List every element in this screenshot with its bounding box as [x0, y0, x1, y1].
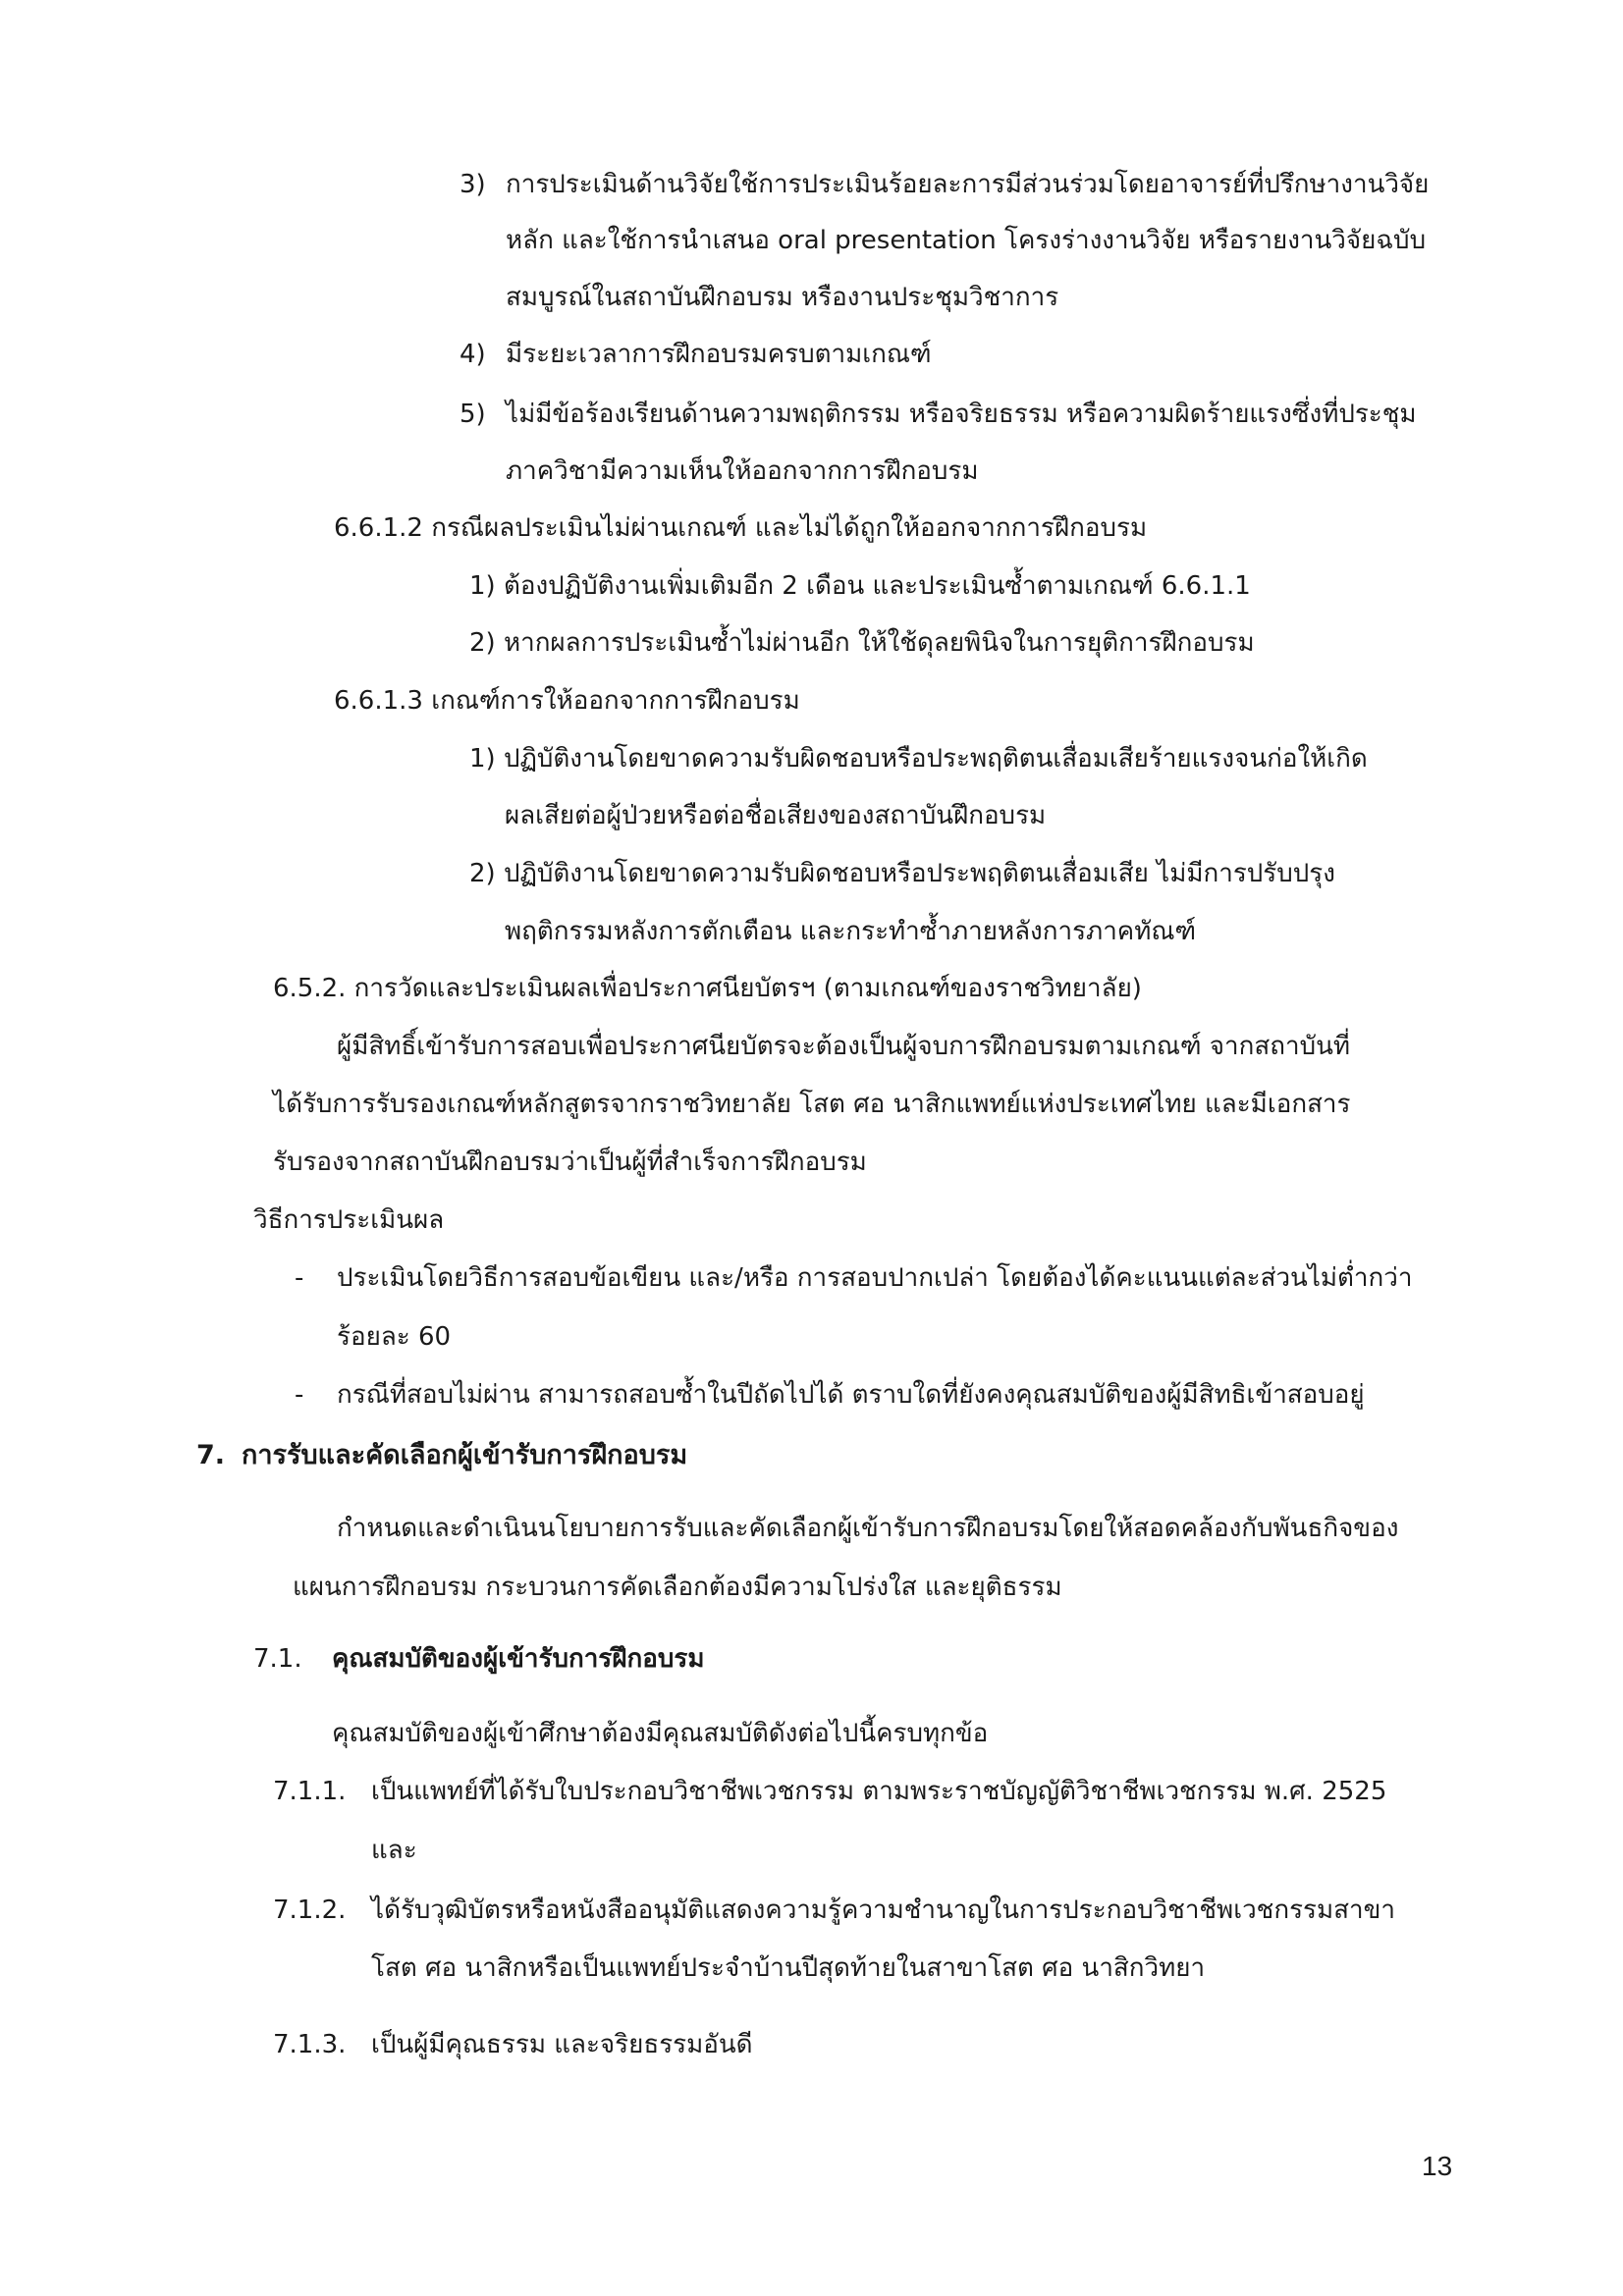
- paragraph-line: ผู้มีสิทธิ์เข้ารับการสอบเพื่อประกาศนียบัตรจะต้องเป็นผู้จบการฝึกอบรมตามเกณฑ์ จากสถาบันที่: [337, 1032, 1351, 1061]
- list-number: 4): [460, 340, 486, 369]
- paragraph-line: รับรองจากสถาบันฝึกอบรมว่าเป็นผู้ที่สำเร็จการฝึกอบรม: [273, 1148, 867, 1177]
- list-number: 3): [460, 170, 486, 199]
- list-item-text: การประเมินด้านวิจัยใช้การประเมินร้อยละการมีส่วนร่วมโดยอาจารย์ที่ปรึกษางานวิจัย: [506, 170, 1430, 199]
- list-number: 5): [460, 400, 486, 429]
- subsection-heading: 6.6.1.2 กรณีผลประเมินไม่ผ่านเกณฑ์ และไม่ได้ถูกให้ออกจากการฝึกอบรม: [334, 513, 1148, 543]
- method-label: วิธีการประเมินผล: [253, 1205, 445, 1235]
- section-title: การรับและคัดเลือกผู้เข้ารับการฝึกอบรม: [242, 1440, 688, 1470]
- list-item-text: หลัก และใช้การนำเสนอ oral presentation โครงร่างงานวิจัย หรือรายงานวิจัยฉบับ: [506, 226, 1427, 255]
- section-number: 7.: [196, 1440, 226, 1470]
- item-text: และ: [371, 1836, 417, 1865]
- bullet-text: กรณีที่สอบไม่ผ่าน สามารถสอบซ้ำในปีถัดไปได้ ตราบใดที่ยังคงคุณสมบัติของผู้มีสิทธิเข้าสอบอยู่: [337, 1380, 1365, 1410]
- paragraph-line: ได้รับการรับรองเกณฑ์หลักสูตรจากราชวิทยาลัย โสต ศอ นาสิกแพทย์แห่งประเทศไทย และมีเอกสาร: [273, 1090, 1351, 1119]
- bullet-dash: -: [295, 1380, 304, 1410]
- item-text: ได้รับวุฒิบัตรหรือหนังสืออนุมัติแสดงความรู้ความชำนาญในการประกอบวิชาชีพเวชกรรมสาขา: [371, 1896, 1395, 1925]
- item-number: 7.1.3.: [273, 2030, 347, 2059]
- list-item-text: 2) หากผลการประเมินซ้ำไม่ผ่านอีก ให้ใช้ดุลยพินิจในการยุติการฝึกอบรม: [469, 628, 1255, 658]
- subsection-heading: 6.5.2. การวัดและประเมินผลเพื่อประกาศนียบัตรฯ (ตามเกณฑ์ของราชวิทยาลัย): [273, 974, 1142, 1003]
- paragraph-line: แผนการฝึกอบรม กระบวนการคัดเลือกต้องมีความโปร่งใส และยุติธรรม: [293, 1573, 1062, 1602]
- list-item-text: มีระยะเวลาการฝึกอบรมครบตามเกณฑ์: [506, 340, 932, 369]
- list-item-text: สมบูรณ์ในสถาบันฝึกอบรม หรืองานประชุมวิชาการ: [506, 283, 1059, 312]
- bullet-dash: -: [295, 1263, 304, 1293]
- item-number: 7.1.2.: [273, 1896, 347, 1925]
- item-text: โสต ศอ นาสิกหรือเป็นแพทย์ประจำบ้านปีสุดท้ายในสาขาโสต ศอ นาสิกวิทยา: [371, 1953, 1206, 1983]
- list-item-text: พฤติกรรมหลังการตักเตือน และกระทำซ้ำภายหลังการภาคทัณฑ์: [505, 917, 1197, 946]
- item-text: เป็นผู้มีคุณธรรม และจริยธรรมอันดี: [371, 2030, 753, 2059]
- item-text: เป็นแพทย์ที่ได้รับใบประกอบวิชาชีพเวชกรรม ตามพระราชบัญญัติวิชาชีพเวชกรรม พ.ศ. 2525: [371, 1777, 1387, 1806]
- item-number: 7.1.1.: [273, 1777, 347, 1806]
- list-item-text: 1) ปฏิบัติงานโดยขาดความรับผิดชอบหรือประพฤติตนเสื่อมเสียร้ายแรงจนก่อให้เกิด: [469, 744, 1368, 774]
- list-item-text: ไม่มีข้อร้องเรียนด้านความพฤติกรรม หรือจริยธรรม หรือความผิดร้ายแรงซึ่งที่ประชุม: [506, 400, 1417, 429]
- subsection-heading: 6.6.1.3 เกณฑ์การให้ออกจากการฝึกอบรม: [334, 686, 800, 716]
- list-item-text: 2) ปฏิบัติงานโดยขาดความรับผิดชอบหรือประพฤติตนเสื่อมเสีย ไม่มีการปรับปรุง: [469, 859, 1335, 888]
- page-number: 13: [1422, 2151, 1453, 2181]
- list-item-text: ภาควิชามีความเห็นให้ออกจากการฝึกอบรม: [506, 456, 979, 486]
- bullet-text: ร้อยละ 60: [337, 1322, 452, 1352]
- bullet-text: ประเมินโดยวิธีการสอบข้อเขียน และ/หรือ การสอบปากเปล่า โดยต้องได้คะแนนแต่ละส่วนไม่ต่ำกว่า: [337, 1263, 1413, 1293]
- subsection-title: คุณสมบัติของผู้เข้ารับการฝึกอบรม: [332, 1644, 705, 1674]
- list-item-text: 1) ต้องปฏิบัติงานเพิ่มเติมอีก 2 เดือน และประเมินซ้ำตามเกณฑ์ 6.6.1.1: [469, 571, 1251, 601]
- paragraph-line: กำหนดและดำเนินนโยบายการรับและคัดเลือกผู้เข้ารับการฝึกอบรมโดยให้สอดคล้องกับพันธกิจของ: [337, 1514, 1399, 1543]
- paragraph-line: คุณสมบัติของผู้เข้าศึกษาต้องมีคุณสมบัติดังต่อไปนี้ครบทุกข้อ: [332, 1719, 989, 1748]
- list-item-text: ผลเสียต่อผู้ป่วยหรือต่อชื่อเสียงของสถาบันฝึกอบรม: [505, 801, 1047, 830]
- subsection-number: 7.1.: [253, 1644, 302, 1674]
